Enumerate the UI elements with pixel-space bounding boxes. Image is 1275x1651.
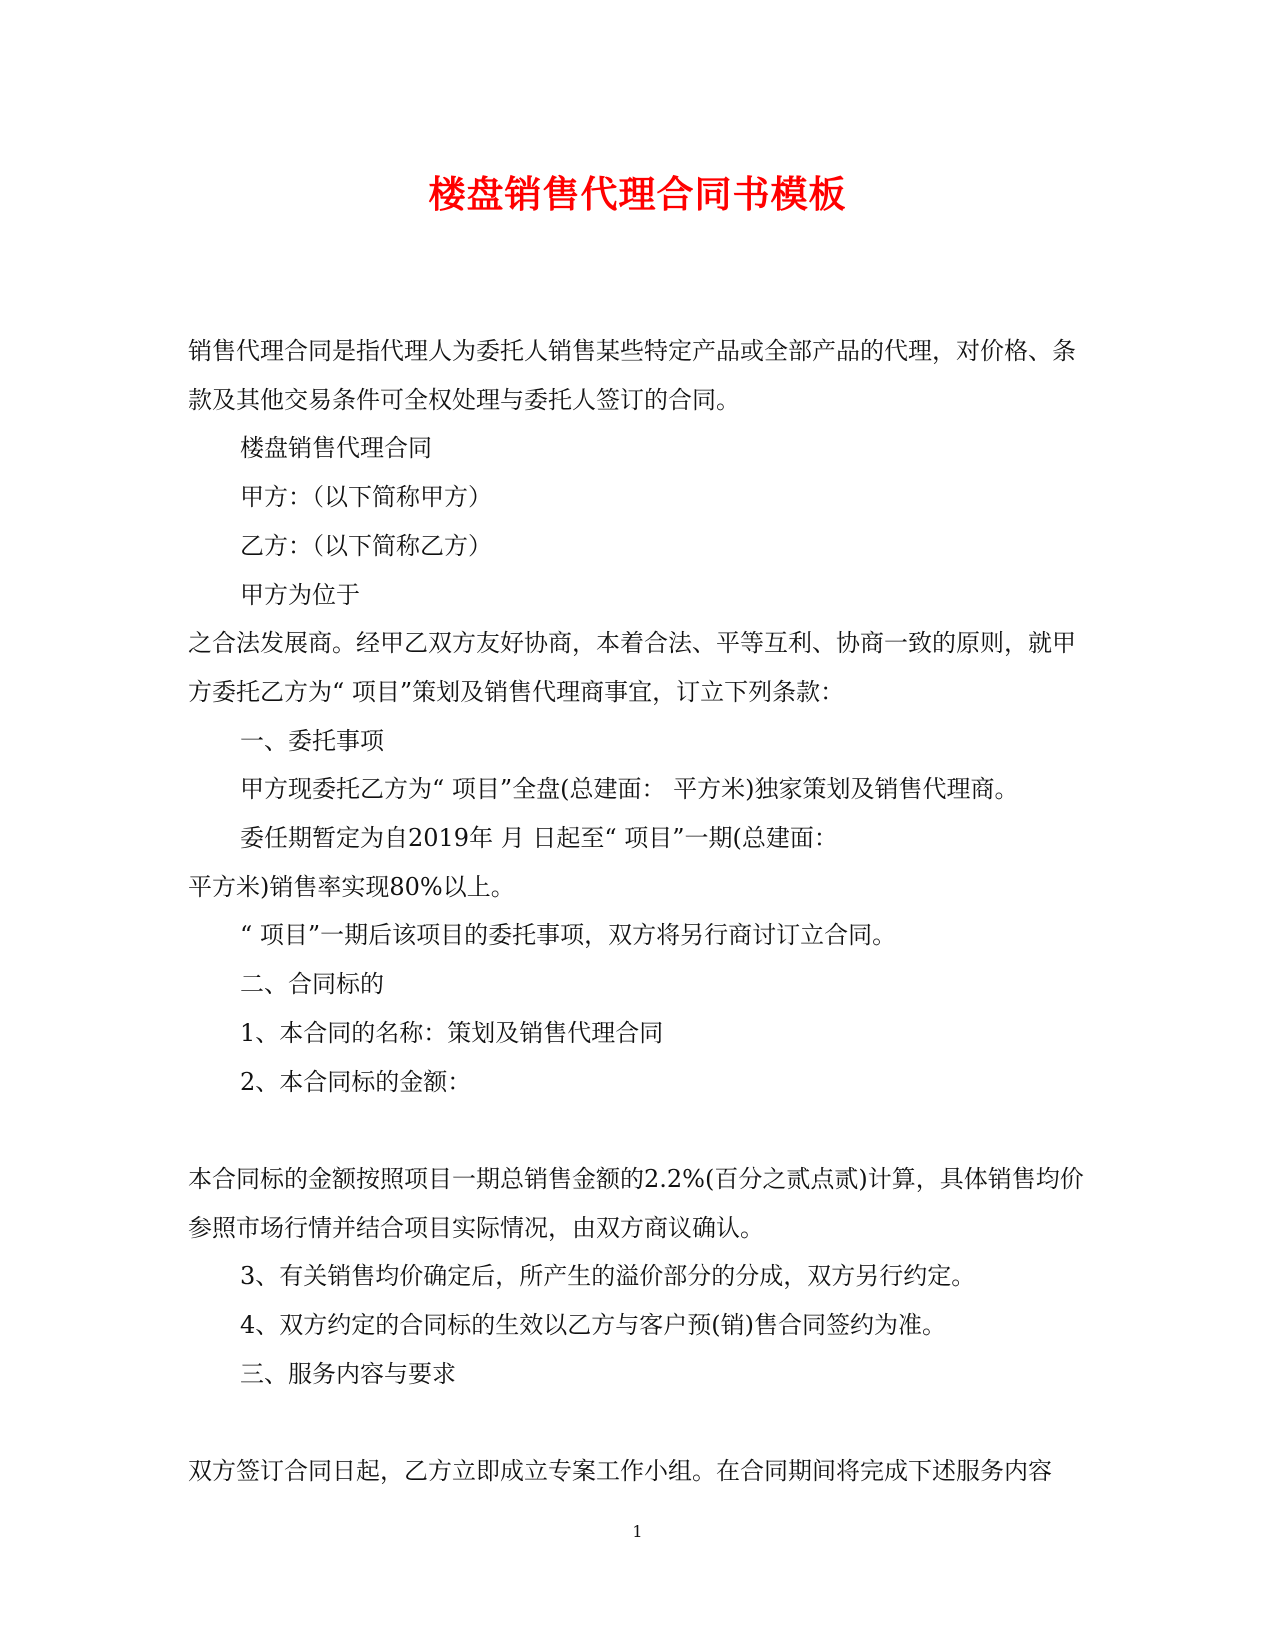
document-title: 楼盘销售代理合同书模板 — [428, 172, 847, 216]
clause-item-2: 2、本合同标的金额： — [240, 1067, 472, 1096]
agreement-paragraph: 之合法发展商。经甲乙双方友好协商，本着合法、平等互利、协商一致的原则，就甲方委托乙方为“ 项目”策划及销售代理商事宜，订立下列条款： — [188, 629, 1076, 706]
section-heading-3: 三、服务内容与要求 — [240, 1359, 456, 1388]
section-heading-2: 二、合同标的 — [240, 970, 384, 999]
amount-paragraph: 本合同标的金额按照项目一期总销售金额的2.2%(百分之贰点贰)计算，具体销售均价参照市场行情并结合项目实际情况，由双方商议确认。 — [188, 1164, 1084, 1242]
party-a-line: 甲方：（以下简称甲方） — [240, 483, 492, 512]
party-b-line: 乙方：（以下简称乙方） — [240, 531, 492, 560]
clause-text: 甲方现委托乙方为“ 项目”全盘(总建面： 平方米)独家策划及销售代理商。 — [240, 775, 1019, 804]
paragraph-spacer — [188, 1106, 1088, 1155]
clause-item-1: 1、本合同的名称：策划及销售代理合同 — [240, 1018, 664, 1047]
page-number: 1 — [632, 1522, 643, 1541]
intro-paragraph: 销售代理合同是指代理人为委托人销售某些特定产品或全部产品的代理，对价格、条款及其他交易条件可全权处理与委托人签订的合同。 — [188, 337, 1076, 414]
clause-text: “ 项目”一期后该项目的委托事项，双方将另行商讨订立合同。 — [240, 921, 897, 950]
document-body — [188, 327, 1088, 1496]
section-heading-1: 一、委托事项 — [240, 726, 384, 755]
service-paragraph: 双方签订合同日起，乙方立即成立专案工作小组。在合同期间将完成下述服务内容 — [188, 1457, 1052, 1486]
contract-heading: 楼盘销售代理合同 — [240, 434, 432, 463]
paragraph-spacer — [188, 1398, 1088, 1447]
clause-text: 平方米)销售率实现80%以上。 — [188, 872, 515, 901]
clause-item-4: 4、双方约定的合同标的生效以乙方与客户预(销)售合同签约为准。 — [240, 1311, 946, 1340]
clause-item-3: 3、有关销售均价确定后，所产生的溢价部分的分成，双方另行约定。 — [240, 1262, 976, 1291]
location-line: 甲方为位于 — [240, 580, 360, 609]
clause-text: 委任期暂定为自2019年 月 日起至“ 项目”一期(总建面： — [240, 824, 838, 853]
